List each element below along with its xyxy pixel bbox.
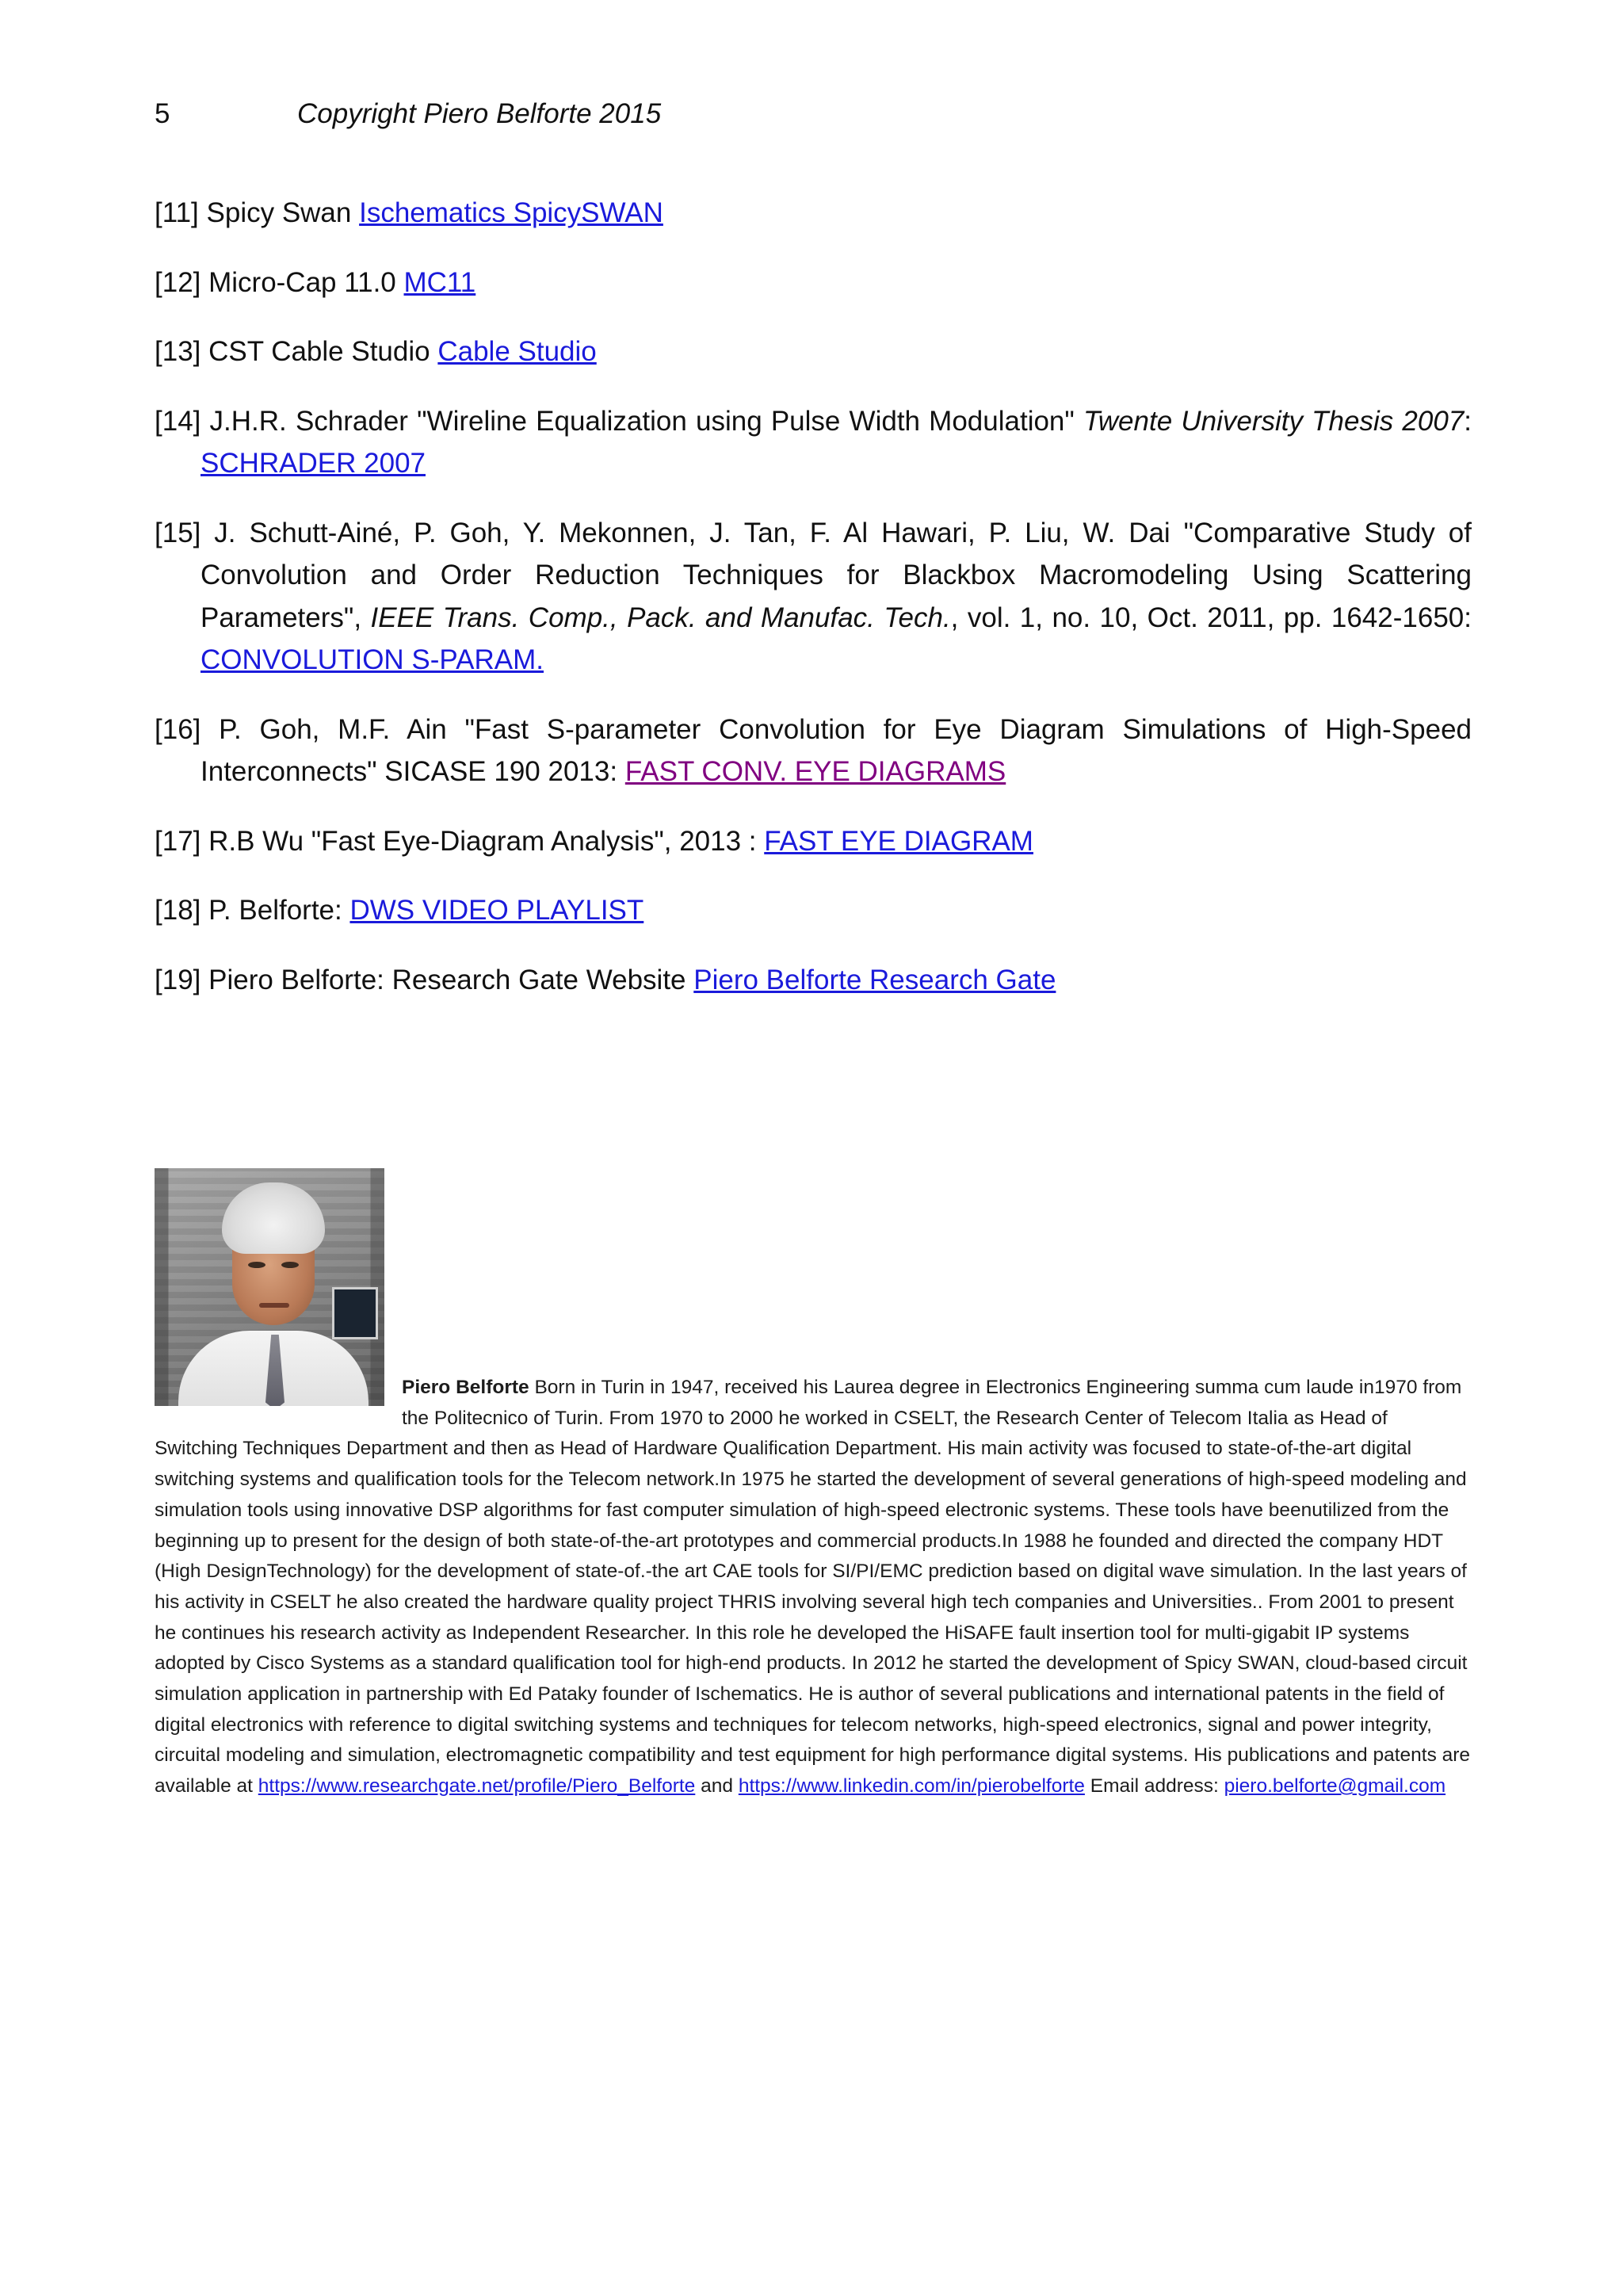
reference-text: [15] J. Schutt-Ainé, P. Goh, Y. Mekonnen, J. Tan, F. Al Hawari, P. Liu, W. Dai "Comparative Study of Convolution and Order Reduction Techniques for Blackbox Macromodeling Using Scattering Parameters", [155,517,1472,633]
reference-link[interactable]: FAST EYE DIAGRAM [764,825,1033,857]
reference-text: [16] P. Goh, M.F. Ain "Fast S-parameter Convolution for Eye Diagram Simulations of High-Speed Interconnects" SICASE 190 2013: [155,713,1472,787]
reference-link[interactable]: Ischematics SpicySWAN [359,197,663,228]
photo-monitor [332,1287,378,1339]
reference-link[interactable]: MC11 [403,266,476,298]
author-photo [155,1168,384,1406]
author-biography [155,1168,1472,1802]
reference-text: [12] Micro-Cap 11.0 [155,266,404,298]
page-header [155,97,661,132]
reference-item-13 [155,330,1472,373]
photo-mouth [259,1303,289,1308]
reference-list [155,192,1472,1028]
reference-item-19 [155,959,1472,1002]
photo-eye [248,1262,265,1268]
linkedin-link[interactable]: https://www.linkedin.com/in/pierobelforte [738,1775,1085,1797]
reference-text: [19] Piero Belforte: Research Gate Website [155,964,694,995]
bio-text: Born in Turin in 1947, received his Laurea degree in Electronics Engineering summa cum laude in1970 from the Politecnico of Turin. From 1970 to 2000 he worked in CSELT, the Research Center of Telecom Italia as Head of Switching Techniques Department and then as Head of Hardware Qualification Department. His main activity was focused to state-of-the-art digital switching systems and qualification tools for the Telecom network.In 1975 he started the development of several generations of high-speed modeling and simulation tools using innovative DSP algorithms for fast computer simulation of high-speed electronic systems. These tools have beenutilized from the beginning up to present for the design of both state-of-the-art prototypes and commercial products.In 1988 he founded and directed the company HDT (High DesignTechnology) for the development of state-of.-the art CAE tools for SI/PI/EMC prediction based on digital wave simulation. In the last years of his activity in CSELT he also created the hardware quality project THRIS involving several high tech companies and Universities.. From 2001 to present he continues his research activity as Independent Researcher. In this role he developed the HiSAFE fault insertion tool for multi-gigabit IP systems adopted by Cisco Systems as a standard qualification tool for high-end products. In 2012 he started the development of Spicy SWAN, cloud-based circuit simulation application in partnership with Ed Pataky founder of Ischematics. He is author of several publications and international patents in the field of digital electronics with reference to digital switching systems and techniques for telecom networks, high-speed electronics, signal and power integrity, circuital modeling and simulation, electromagnetic compatibility and test equipment for high performance digital systems. His publications and patents are available at [155,1377,1471,1797]
reference-source: Twente University Thesis 2007 [1083,405,1465,437]
reference-source: IEEE Trans. Comp., Pack. and Manufac. Tech. [370,602,951,633]
reference-text: [18] P. Belforte: [155,895,350,926]
reference-item-15 [155,512,1472,682]
email-link[interactable]: piero.belforte@gmail.com [1224,1775,1446,1797]
reference-item-18 [155,889,1472,932]
photo-eye [281,1262,299,1268]
reference-suffix: , vol. 1, no. 10, Oct. 2011, pp. 1642-1650: [950,602,1472,633]
reference-text: [13] CST Cable Studio [155,336,438,367]
reference-suffix: : [1464,405,1472,437]
reference-item-16 [155,709,1472,793]
reference-link[interactable]: CONVOLUTION S-PARAM. [200,644,544,675]
reference-item-14 [155,400,1472,485]
reference-link[interactable]: Cable Studio [437,336,597,367]
reference-item-11 [155,192,1472,235]
bio-and-text: and [695,1775,739,1797]
reference-link[interactable]: SCHRADER 2007 [200,448,426,479]
reference-link[interactable]: FAST CONV. EYE DIAGRAMS [624,756,1006,787]
reference-item-17 [155,820,1472,863]
reference-item-12 [155,262,1472,304]
copyright-notice: Copyright Piero Belforte 2015 [297,98,662,129]
reference-text: [17] R.B Wu "Fast Eye-Diagram Analysis", 2013 : [155,825,765,857]
email-label: Email address: [1084,1775,1224,1797]
reference-text: [11] Spicy Swan [155,197,360,228]
researchgate-link[interactable]: https://www.researchgate.net/profile/Piero_Belforte [258,1775,696,1797]
reference-link[interactable]: Piero Belforte Research Gate [693,964,1056,995]
author-name: Piero Belforte [402,1377,529,1398]
reference-text: [14] J.H.R. Schrader "Wireline Equalization using Pulse Width Modulation" [155,405,1083,437]
reference-link[interactable]: DWS VIDEO PLAYLIST [349,895,644,926]
page-number: 5 [155,98,170,129]
